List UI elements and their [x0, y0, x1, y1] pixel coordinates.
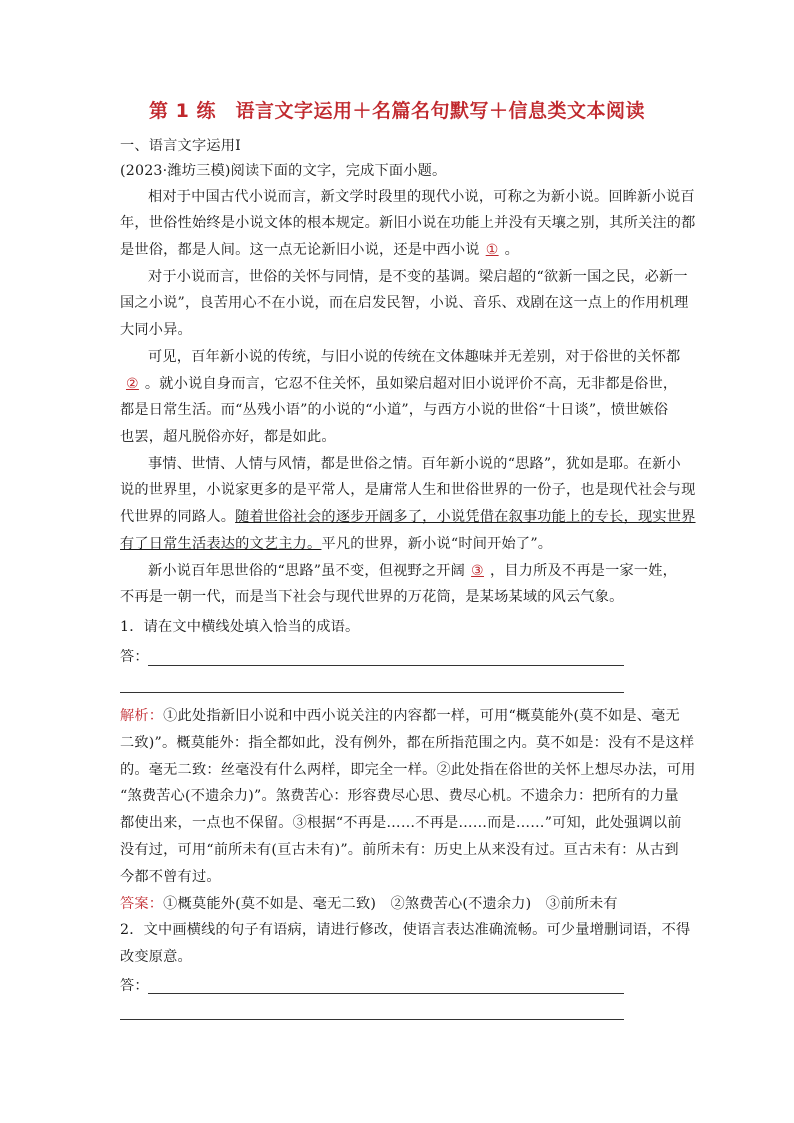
analysis-line-7: 今都不曾有过。 [120, 869, 221, 885]
question-2-prompt-line-2: 改变原意。 [120, 949, 192, 965]
section-heading: 一、语言文字运用Ⅰ [120, 138, 241, 154]
analysis-text-1: ①此处指新旧小说和中西小说关注的内容都一样，可用“概莫能外(莫不如是、毫无 [163, 708, 680, 724]
underlined-sentence-part1: 随着世俗社会的逐步开阔多了，小说凭借在叙事功能上的专长，现实世界 [235, 509, 696, 525]
analysis-line-3: 的。毫无二致：丝毫没有什么两样，即完全一样。②此处指在俗世的关怀上想尽办法，可用 [120, 762, 696, 778]
passage-p2-line2: 国之小说”，良苦用心不在小说，而在启发民智，小说、音乐、戏剧在这一点上的作用机理 [120, 295, 689, 311]
analysis-line-6: 没有过，可用“前所未有(亘古未有)”。前所未有：历史上从来没有过。亘古未有：从古到 [120, 842, 679, 858]
passage-p1-line3 [120, 240, 519, 260]
passage-p5-line2: 不再是一朝一代，而是当下社会与现代世界的万花筒，是某场某域的风云气象。 [120, 589, 624, 605]
passage-p3-line4: 也罢，超凡脱俗亦好，都是如此。 [120, 429, 336, 445]
passage-p1-line2: 年，世俗性始终是小说文体的根本规定。新旧小说在功能上并没有天壤之别，其所关注的都 [120, 215, 696, 231]
blank-2: ② [126, 376, 139, 392]
answer-label: 答案： [120, 896, 164, 912]
page-title: 第 1 练 语言文字运用＋名篇名句默写＋信息类文本阅读 [149, 100, 645, 122]
passage-p1-text: 是世俗，都是人间。这一点无论新旧小说，还是中西小说 [120, 242, 480, 258]
passage-p5-line1 [148, 561, 677, 581]
passage-p3-line3: 都是日常生活。而“丛残小语”的小说的“小道”，与西方小说的世俗“十日谈”，愤世嫉俗 [120, 402, 669, 418]
passage-p3-text: 。就小说自身而言，它忍不住关怀，虽如梁启超对旧小说评价不高，无非都是俗世， [144, 376, 678, 392]
passage-p1-line1: 相对于中国古代小说而言，新文学时段里的现代小说，可称之为新小说。回眸新小说百 [148, 189, 695, 205]
blank-3: ③ [471, 563, 484, 579]
passage-p3-line1: 可见，百年新小说的传统，与旧小说的传统在文体趣味并无差别，对于俗世的关怀都 [148, 349, 681, 365]
answer-text: ①概莫能外(莫不如是、毫无二致) ②煞费苦心(不遗余力) ③前所未有 [163, 896, 618, 912]
passage-p4-line2: 说的世界里，小说家更多的是平常人，是庸常人生和世俗世界的一份子，也是现代社会与现 [120, 482, 696, 498]
underlined-sentence-part2: 有了日常生活表达的文艺主力。 [120, 536, 322, 552]
analysis-line-5: 都使出来，一点也不保留。③根据“不再是……不再是……而是……”可知，此处强调以前 [120, 815, 682, 831]
passage-p5-text: 新小说百年思世俗的“思路”虽不变，但视野之开阔 [148, 563, 466, 579]
passage-p5-text2: ，目力所及不再是一家一姓， [489, 563, 678, 579]
question-1-prompt: 1．请在文中横线处填入恰当的成语。 [120, 619, 360, 635]
analysis-line-4: “煞费苦心(不遗余力)”。煞费苦心：形容费尽心思、费尽心机。不遗余力：把所有的力量 [120, 788, 679, 804]
passage-p3-line2 [120, 374, 677, 394]
analysis-line-2: 二致)”。概莫能外：指全都如此，没有例外，都在所指范围之内。莫不如是：没有不是这样 [120, 735, 695, 751]
passage-p2-line1: 对于小说而言，世俗的关怀与同情，是不变的基调。梁启超的“欲新一国之民，必新一 [148, 269, 688, 285]
answer-1-line-2 [120, 692, 624, 693]
passage-p4-line3 [120, 507, 696, 527]
passage-p2-line3: 大同小异。 [120, 322, 192, 338]
passage-p4-plain: 代世界的同路人。 [120, 509, 236, 525]
answer-line [120, 894, 618, 914]
passage-p4-line1: 事情、世情、人情与风情，都是世俗之情。百年新小说的“思路”，犹如是耶。在新小 [148, 456, 681, 472]
passage-p1-end: 。 [504, 242, 520, 258]
answer-2-line-2 [120, 1019, 624, 1020]
question-1-answer-label: 答： [120, 649, 149, 665]
question-2-answer-label: 答： [120, 978, 149, 994]
answer-2-line-1 [148, 993, 624, 994]
answer-1-line-1 [148, 665, 624, 666]
analysis-label: 解析： [120, 708, 164, 724]
blank-1: ① [485, 242, 499, 258]
passage-p4-line4 [120, 534, 552, 554]
question-2-prompt-line-1: 2．文中画横线的句子有语病，请进行修改，使语言表达准确流畅。可少量增删词语，不得 [120, 922, 691, 938]
analysis-line-1 [120, 706, 680, 726]
passage-p4-tail: 平凡的世界，新小说“时间开始了”。 [321, 536, 553, 552]
source-line: (2023·潍坊三模)阅读下面的文字，完成下面小题。 [120, 163, 447, 179]
